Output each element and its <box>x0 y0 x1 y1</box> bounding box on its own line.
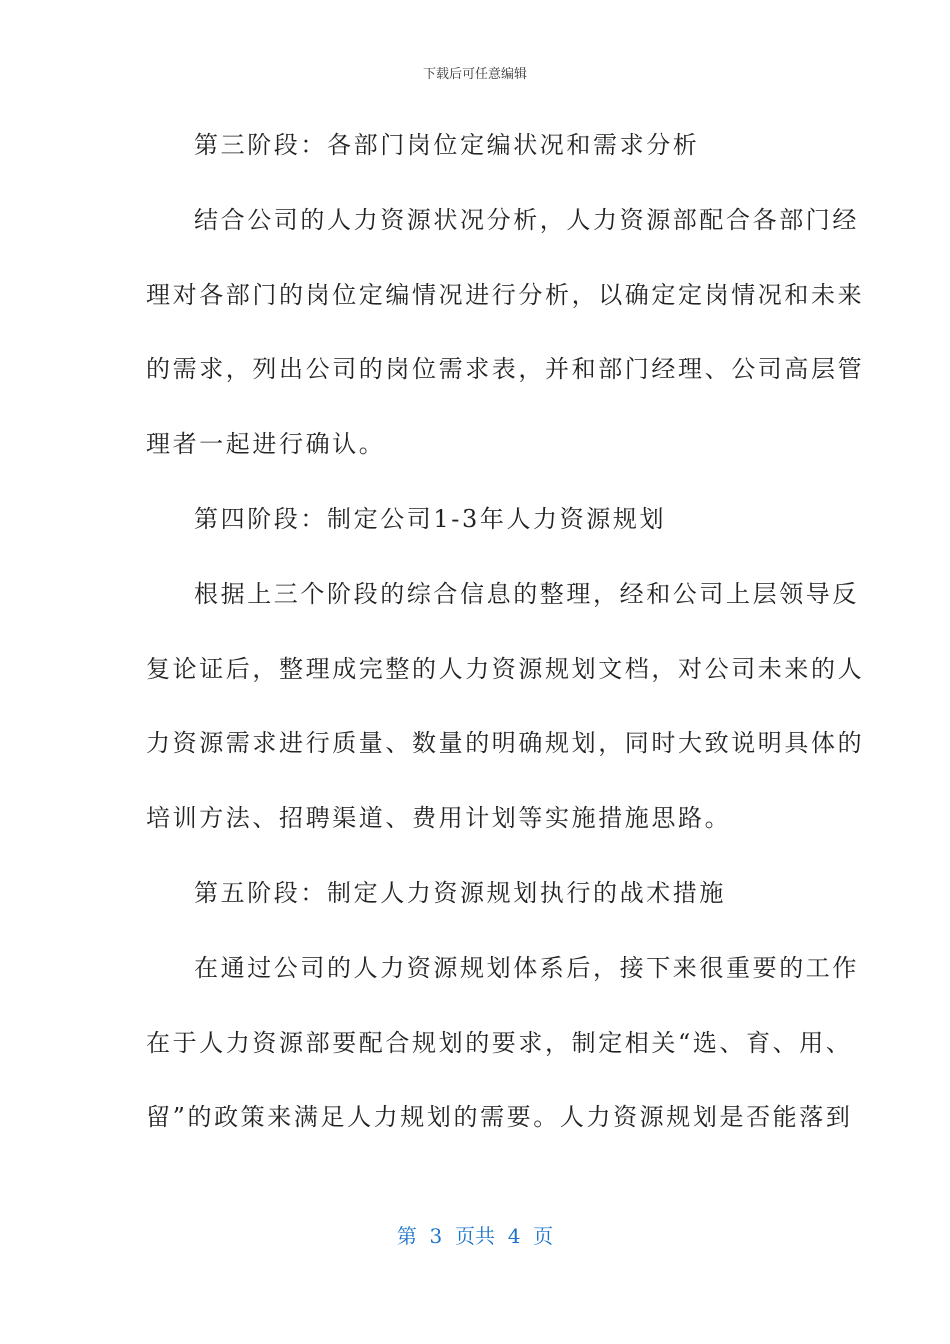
paragraph-line: 复论证后，整理成完整的人力资源规划文档，对公司未来的人 <box>146 654 865 683</box>
paragraph-line: 在通过公司的人力资源规划体系后，接下来很重要的工作 <box>194 953 859 982</box>
paragraph-line: 理者一起进行确认。 <box>146 430 386 459</box>
paragraph-line: 力资源需求进行质量、数量的明确规划，同时大致说明具体的 <box>146 729 865 758</box>
paragraph-line: 在于人力资源部要配合规划的要求，制定相关“选、育、用、 <box>146 1028 853 1057</box>
document-body <box>146 121 865 1168</box>
paragraph-line: 理对各部门的岗位定编情况进行分析，以确定定岗情况和未来 <box>146 280 865 309</box>
paragraph-line: 结合公司的人力资源状况分析，人力资源部配合各部门经 <box>194 205 859 234</box>
heading-stage-5: 第五阶段：制定人力资源规划执行的战术措施 <box>194 878 726 907</box>
heading-stage-3: 第三阶段：各部门岗位定编状况和需求分析 <box>194 131 700 159</box>
paragraph-line: 根据上三个阶段的综合信息的整理，经和公司上层领导反 <box>194 579 859 608</box>
paragraph-line: 留”的政策来满足人力规划的需要。人力资源规划是否能落到 <box>146 1103 853 1132</box>
paragraph-line: 的需求，列出公司的岗位需求表，并和部门经理、公司高层管 <box>146 355 865 384</box>
paragraph-line: 培训方法、招聘渠道、费用计划等实施措施思路。 <box>146 804 732 833</box>
heading-stage-4: 第四阶段：制定公司1-3年人力资源规划 <box>194 504 667 533</box>
page-number-footer: 第 3 页共 4 页 <box>396 1224 554 1248</box>
page-header: 下载后可任意编辑 <box>422 67 527 82</box>
